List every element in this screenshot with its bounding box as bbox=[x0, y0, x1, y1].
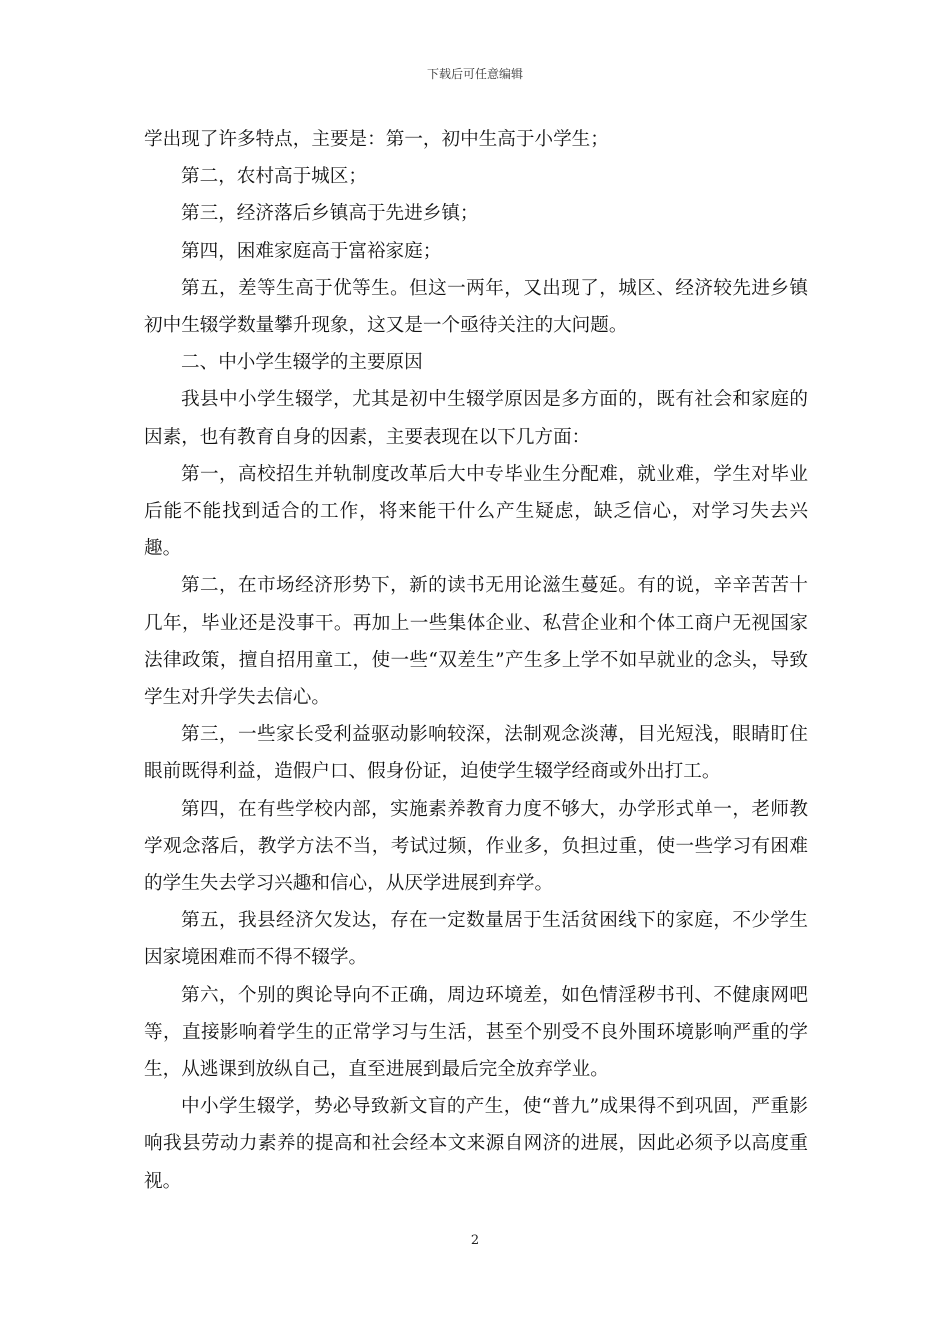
paragraph: 第四，在有些学校内部，实施素养教育力度不够大，办学形式单一，老师教学观念落后，教学方法不当，考试过频，作业多，负担过重，使一些学习有困难的学生失去学习兴趣和信心，从厌学进展到弃学。 bbox=[144, 798, 808, 895]
paragraph: 中小学生辍学，势必导致新文盲的产生，使“普九”成果得不到巩固，严重影响我县劳动力素养的提高和社会经本文来源自网济的进展，因此必须予以高度重视。 bbox=[144, 1096, 808, 1192]
document-body bbox=[144, 121, 808, 1200]
page-number: 2 bbox=[470, 1233, 480, 1248]
section-heading: 二、中小学生辍学的主要原因 bbox=[181, 352, 423, 374]
paragraph: 第三，一些家长受利益驱动影响较深，法制观念淡薄，目光短浅，眼睛盯住眼前既得利益，造假户口、假身份证，迫使学生辍学经商或外出打工。 bbox=[144, 724, 808, 783]
paragraph: 第六，个别的舆论导向不正确，周边环境差，如色情淫秽书刊、不健康网吧等，直接影响着学生的正常学习与生活，甚至个别受不良外围环境影响严重的学生，从逃课到放纵自己，直至进展到最后完全放弃学业。 bbox=[144, 984, 808, 1081]
paragraph: 第二，在市场经济形势下，新的读书无用论滋生蔓延。有的说，辛辛苦苦十几年，毕业还是没事干。再加上一些集体企业、私营企业和个体工商户无视国家法律政策，擅自招用童工，使一些“双差生”产生多上学不如早就业的念头，导致学生对升学失去信心。 bbox=[144, 575, 808, 709]
page-header: 下载后可任意编辑 bbox=[426, 67, 523, 81]
paragraph: 第一，高校招生并轨制度改革后大中专毕业生分配难，就业难，学生对毕业后能不能找到适合的工作，将来能干什么产生疑虑，缺乏信心，对学习失去兴趣。 bbox=[144, 463, 808, 560]
paragraph: 第五，差等生高于优等生。但这一两年，又出现了，城区、经济较先进乡镇初中生辍学数量攀升现象，这又是一个亟待关注的大问题。 bbox=[144, 277, 808, 337]
paragraph: 第二，农村高于城区； bbox=[181, 166, 367, 188]
paragraph: 第三，经济落后乡镇高于先进乡镇； bbox=[181, 203, 479, 225]
paragraph: 第四，困难家庭高于富裕家庭； bbox=[181, 240, 442, 262]
paragraph: 我县中小学生辍学，尤其是初中生辍学原因是多方面的，既有社会和家庭的因素，也有教育自身的因素，主要表现在以下几方面： bbox=[144, 389, 808, 448]
paragraph: 学出现了许多特点，主要是：第一，初中生高于小学生； bbox=[144, 129, 609, 150]
paragraph: 第五，我县经济欠发达，存在一定数量居于生活贫困线下的家庭，不少学生因家境困难而不得不辍学。 bbox=[144, 910, 808, 969]
